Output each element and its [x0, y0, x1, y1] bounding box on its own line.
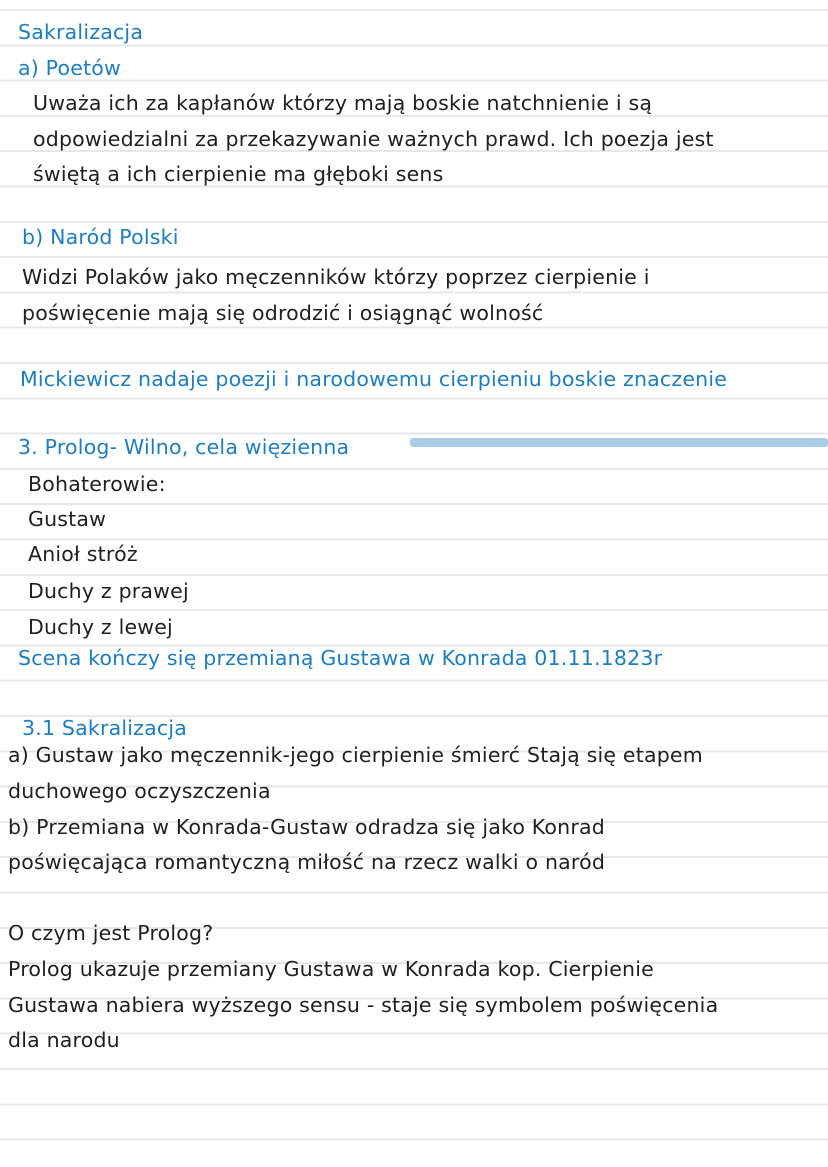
highlight-bar	[410, 438, 828, 447]
text-line: dla narodu	[8, 1028, 120, 1052]
text-line: świętą a ich cierpienie ma głęboki sens	[33, 162, 444, 186]
list-item: Anioł stróż	[28, 542, 138, 566]
text-line: Bohaterowie:	[28, 472, 166, 496]
list-item: Duchy z prawej	[28, 579, 189, 603]
text-line: Widzi Polaków jako męczenników którzy poprzez cierpienie i	[22, 265, 650, 289]
heading-sakralizacja-3-1: 3.1 Sakralizacja	[22, 716, 187, 740]
question-line: O czym jest Prolog?	[8, 921, 214, 945]
text-line: Prolog ukazuje przemiany Gustawa w Konrada kop. Cierpienie	[8, 957, 654, 981]
list-item: Gustaw	[28, 507, 107, 531]
summary-line: Mickiewicz nadaje poezji i narodowemu cierpieniu boskie znaczenie	[20, 367, 728, 391]
scene-summary: Scena kończy się przemianą Gustawa w Konrada 01.11.1823r	[18, 646, 663, 670]
text-line: poświęcenie mają się odrodzić i osiągnąć wolność	[22, 301, 544, 325]
text-line: b) Przemiana w Konrada-Gustaw odradza się jako Konrad	[8, 815, 605, 839]
text-line: a) Gustaw jako męczennik-jego cierpienie śmierć Stają się etapem	[8, 743, 703, 767]
text-line: poświęcająca romantyczną miłość na rzecz walki o naród	[8, 850, 606, 874]
subheading-narod-polski: b) Naród Polski	[22, 225, 179, 249]
list-item: Duchy z lewej	[28, 615, 173, 639]
text-line: odpowiedzialni za przekazywanie ważnych prawd. Ich poezja jest	[33, 127, 714, 151]
text-line: duchowego oczyszczenia	[8, 779, 271, 803]
text-line: Uważa ich za kapłanów którzy mają boskie natchnienie i są	[33, 91, 653, 115]
subheading-poetow: a) Poetów	[18, 56, 122, 80]
heading-prolog: 3. Prolog- Wilno, cela więzienna	[18, 435, 350, 459]
text-line: Gustawa nabiera wyższego sensu - staje się symbolem poświęcenia	[8, 993, 719, 1017]
heading-sakralizacja: Sakralizacja	[18, 20, 144, 44]
